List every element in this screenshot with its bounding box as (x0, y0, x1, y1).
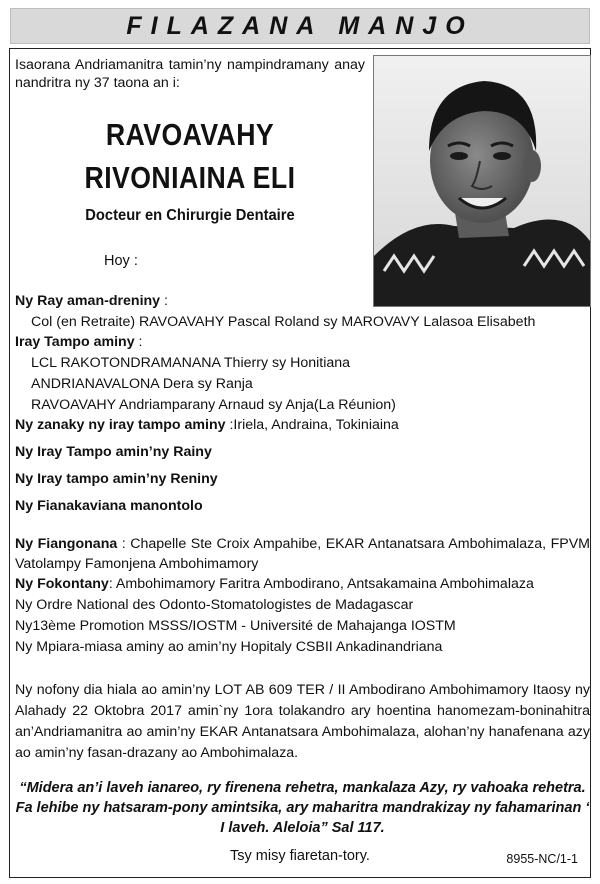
hoy-label: Hoy : (104, 253, 138, 269)
church-value: : Chapelle Ste Croix Ampahibe, EKAR Antanatsara Ambohimalaza, FPVM Vatolampy Famonjena Ambohimamory (15, 536, 590, 572)
siblings-separator: : (134, 334, 143, 350)
page-title: FILAZANA MANJO (126, 11, 474, 40)
ordre-line: Ny Ordre National des Odonto-Stomatologistes de Madagascar (15, 597, 414, 613)
reference-code: 8955-NC/1-1 (506, 852, 578, 866)
quote-line: I laveh. Aleloia” Sal 117. (220, 820, 385, 836)
maternal-relatives-line: Ny Iray tampo amin’ny Reniny (15, 471, 218, 487)
parents-value: Col (en Retraite) RAVOAVAHY Pascal Roland sy MAROVAVY Lalasoa Elisabeth (31, 314, 536, 330)
portrait-photo (373, 55, 591, 307)
fokontany-label: Ny Fokontany (15, 576, 109, 592)
nephews-value: :Iriela, Andraina, Tokiniaina (225, 417, 399, 433)
portrait-image (374, 56, 590, 306)
fokontany-line (15, 576, 534, 592)
deceased-title: Docteur en Chirurgie Dentaire (85, 207, 295, 224)
church-paragraph (15, 534, 590, 574)
fokontany-value: : Ambohimamory Faritra Ambodirano, Antsakamaina Ambohimalaza (108, 576, 534, 592)
closing-note: Tsy misy fiaretan-tory. (230, 848, 370, 864)
quote-line: “Midera an’i laveh ianareo, ry firenena rehetra, mankalaza Azy, ry vahoaka rehetra. (19, 780, 586, 796)
burial-paragraph: Ny nofony dia hiala ao amin’ny LOT AB 609 TER / II Ambodirano Ambohimamory Itaosy ny Alahady 22 Oktobra 2017 amin`ny 1ora tolakandro ary hoentina hanomezam-boninahitra an’Andriamanitra ao amin’ny EKAR Antanatsara Ambohimalaza, alohan’ny hanafenana azy ao amin’ny fasan-drazany ao Ambohimalaza. (15, 682, 590, 761)
sibling-item: LCL RAKOTONDRAMANANA Thierry sy Honitiana (31, 355, 351, 371)
parents-separator: : (160, 293, 168, 309)
bible-quote (15, 778, 590, 838)
intro-text: Isaorana Andriamanitra tamin’ny nampindramany anay nandritra ny 37 taona an i: (15, 57, 365, 91)
header-banner (10, 8, 590, 44)
coworkers-line: Ny Mpiara-miasa aminy ao amin’ny Hopitaly CSBII Ankadinandriana (15, 639, 443, 655)
siblings-line (15, 334, 142, 350)
parents-line (15, 293, 168, 309)
deceased-name-line2: RIVONIAINA ELI (84, 160, 296, 195)
sibling-item: RAVOAVAHY Andriamparany Arnaud sy Anja(La Réunion) (31, 397, 396, 413)
sibling-item: ANDRIANAVALONA Dera sy Ranja (31, 376, 253, 392)
paternal-relatives-line: Ny Iray Tampo amin’ny Rainy (15, 444, 212, 460)
whole-family-line: Ny Fianakaviana manontolo (15, 498, 203, 514)
nephews-label: Ny zanaky ny iray tampo aminy (15, 417, 226, 433)
parents-label: Ny Ray aman-dreniny (15, 293, 161, 309)
nephews-line (15, 417, 399, 433)
siblings-label: Iray Tampo aminy (15, 334, 135, 350)
church-label: Ny Fiangonana (15, 536, 118, 552)
promotion-line: Ny13ème Promotion MSSS/IOSTM - Université de Mahajanga IOSTM (15, 618, 456, 634)
deceased-name-line1: RAVOAVAHY (105, 117, 275, 152)
quote-line: Fa lehibe ny hatsaram-pony amintsika, ary maharitra mandrakizay ny fahamarinan ‘ (15, 800, 590, 816)
